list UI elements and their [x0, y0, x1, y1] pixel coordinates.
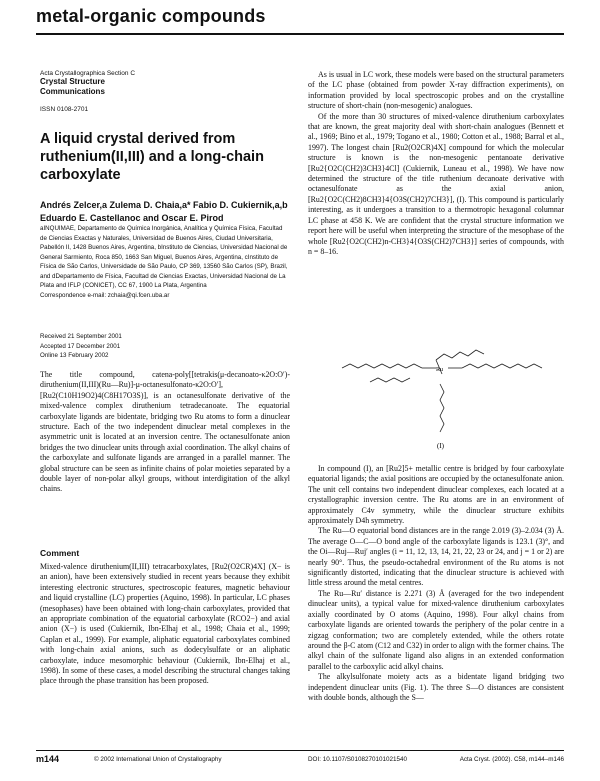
journal-block	[40, 70, 280, 113]
ru-label: Ru	[436, 367, 444, 373]
section-title: metal-organic compounds	[36, 6, 266, 26]
journal-subtitle-line2: Communications	[40, 87, 105, 96]
online-date: Online 13 February 2002	[40, 352, 109, 359]
alkyl-chain-left	[342, 364, 422, 368]
affiliation-text: aINQUIMAE, Departamento de Química Inorgánica, Analítica y Química Física, Facultad de Ciencias Exactas y Naturales, Universidad de Buenos Aires, Ciudad Universitaria, Pabellón II, 1428 Buenos Aires, Argentina, bInstituto de Ciencias, Universidad Nacional de General Sarmiento, Roca 850, 1663 San Miguel, Buenos Aires, Argentina, cInstituto de Física de São Carlos, Universidade de São Paulo, CP 369, 13560 São Carlos (SP), Brazil, and dDepartamento de Física, Facultad de Ciencias Exactas, Universidad Nacional de La Plata and IFLP (CONICET), CC 67, 1900 La Plata, Argentina	[40, 225, 288, 289]
doi-link[interactable]: DOI: 10.1107/S0108270101021540	[308, 756, 407, 763]
comment-para-2: As is usual in LC work, these models were based on the structural parameters of the LC phase (obtained from powder X-ray diffraction experiments), on information provided by local spectroscopic probes and on the crystalline structure of short-chain (non-mesogenic) analogues.	[308, 70, 564, 111]
comment-heading: Comment	[40, 548, 80, 558]
compound-label: (I)	[437, 442, 444, 450]
comment-para-4: In compound (I), an [Ru2]5+ metallic centre is bridged by four carboxylate equatorial ligands; the axial positions are occupied by the octanesulfonate anion. The unit cell contains two independent dinuclear complexes, each located at a crystallographic inversion centre. The Ru atoms are in an environment of approximately C4v symmetry, while the dinuclear structure exhibits approximately D4h symmetry.	[308, 464, 564, 526]
alkyl-chain-lower	[370, 378, 410, 382]
comment-para-1: Mixed-valence diruthenium(II,III) tetracarboxylates, [Ru2(O2CR)4X] (X− is an anion), have been extensively studied in recent years because they exhibit interesting electronic structures, spectroscopic features, magnetic behaviour and liquid crystalline (LC) properties (Aquino, 1998). In particular, LC phases (mesophases) have been obtained with long-chain carboxylates, provided that an appropriate combination of the equatorial carboxylate (RCO2−) and axial anion (X−) is used (Cukiernik, Ibn-Elhaj et al., 1998; Chaia et al., 1999; Caplan et al., 1999). For example, aliphatic equatorial carboxylates combined with long-chain axial anions, such as dodecylsulfate or an aliphatic carboxylate, induce mesomorphic behaviour (Cukiernik, Ibn-Elhaj et al., 1998). In some of these cases, a model describing the structural changes taking place through the phase transition has been proposed.	[40, 562, 290, 686]
dates	[40, 332, 290, 361]
comment-para-3: Of the more than 30 structures of mixed-valence diruthenium carboxylates that are known, the great majority deal with short-chain analogues (Bennett et al., 1969; Bino et al., 1979; Togano et al., 1980; Cotton et al., 1988; Barral et al., 1997). The longest chain [Ru2(O2CR)4X] compound for which the molecular structure is known is the non-mesogenic pentanoate derivative [Ru2{O2C(CH2)3CH3}4Cl] (Cukiernik, Luneau et al., 1998). We have now determined the structure of the title ruthenium decanoate derivative with octanesulfonate as the axial anion, [Ru2{O2C(CH2)8CH3}4{O3S(CH2)7CH3}], (I). This compound is particularly interesting, as it undergoes a transition to a thermotropic hexagonal columnar LC phase at 458 K. We are confident that the crystal structure information we report here will be useful when interpreting the structure of the mesophase of the whole [Ru2{O2C(CH2)n-CH3}4{O3S(CH2)7CH3}] series of compounds, with n = 8–16.	[308, 111, 564, 256]
copyright: © 2002 International Union of Crystallography	[94, 756, 222, 763]
right-column-top	[308, 70, 564, 257]
abstract: The title compound, catena-poly[[tetrakis(μ-decanoato-κ2O:O′)-diruthenium(II,III)(Ru—Ru)]-μ-octanesulfonato-κ2O:O′], [Ru2(C10H19O2)4(C8H17O3S)], is an octanesulfonate derivative of the mixed-valence complex diruthenium tetradecanoate. The equatorial carboxylate ligands are bidentate, bridging two Ru atoms to form a dinuclear structure. Each of the two independent dinuclear metal complexes in the asymmetric unit is located at an inversion centre. The octanesulfonate anion bridges the two dinuclear units through axial coordination. The alkyl chains of the carboxylate and sulfonate ligands are arranged in a parallel manner. The global structure can be seen as infinite chains of polar moieties separated by a double layer of non-polar alkyl groups, without interdigitation of the alkyl chains.	[40, 370, 290, 494]
right-column-bottom	[308, 464, 564, 703]
paper-title: A liquid crystal derived from ruthenium(II,III) and a long-chain carboxylate	[40, 131, 264, 183]
issn: ISSN 0108-2701	[40, 106, 89, 113]
page-number: m144	[36, 754, 60, 764]
alkyl-chain-right	[462, 364, 542, 368]
footer	[36, 754, 564, 768]
affiliations	[40, 224, 290, 300]
comment-para-5: The Ru—O equatorial bond distances are in the range 2.019 (3)–2.034 (3) Å. The average O—C—O bond angle of the carboxylate ligands is 123.1 (3)°, and the Oi—Ruj—Ruj′ angles (i = 11, 12, 13, 14, 21, 22, 23 or 24, and j = 1 or 2) are nearly 90°. Thus, the pseudo-octahedral environment of the Ru atoms is not significantly distorted, indicating that the dinuclear structure is achieved with little stress around the metal centres.	[308, 526, 564, 588]
comment-para-7: The alkylsulfonate moiety acts as a bidentate ligand bridging two independent dinuclear units (Fig. 1). The three S—O distances are consistent with double bonds, although the S—	[308, 672, 564, 702]
alkyl-chain-upper	[436, 350, 484, 360]
journal-subtitle-line1: Crystal Structure	[40, 77, 105, 86]
footer-rule	[36, 750, 564, 751]
header-rule	[36, 33, 564, 35]
sulfonate-chain	[440, 384, 444, 432]
comment-para-6: The Ru—Ru′ distance is 2.271 (3) Å (averaged for the two independent dinuclear units), a typical value for mixed-valence diruthenium carboxylates axially coordinated by O atoms (Aquino, 1998). Four alkyl chains from carboxylate ligands are oriented towards the periphery of the polar centre in a zigzag conformation; two are completely extended, while the others rotate around the β-C atom (C12 and C32) in order to align with the former chains. The alkyl chain of the sulfonate ligand also aligns in an extended conformation parallel to the carboxylic acid alkyl chains.	[308, 588, 564, 671]
chemical-scheme	[340, 338, 550, 454]
accepted-date: Accepted 17 December 2001	[40, 342, 121, 350]
journal-name: Acta Crystallographica Section C	[40, 70, 136, 77]
correspondence-email[interactable]: Correspondence e-mail: zchaia@qi.fcen.uba.ar	[40, 291, 170, 299]
authors: Andrés Zelcer,a Zulema D. Chaia,a* Fabio D. Cukiernik,a,b Eduardo E. Castellanoc and Oscar E. Pirod	[40, 200, 288, 223]
citation: Acta Cryst. (2002). C58, m144–m146	[459, 756, 564, 763]
received-date: Received 21 September 2001	[40, 333, 122, 340]
